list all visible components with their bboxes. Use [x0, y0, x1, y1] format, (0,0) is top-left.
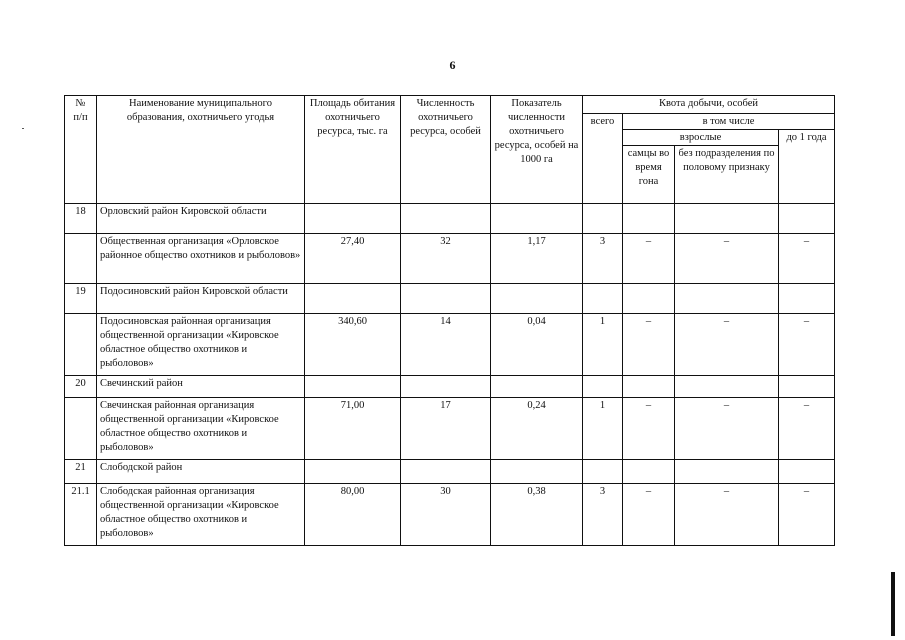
- cell-total: [583, 460, 623, 484]
- cell-num: 21: [65, 460, 97, 484]
- header-adults: взрослые: [623, 130, 779, 146]
- table-row: [65, 204, 835, 234]
- cell-population: [401, 460, 491, 484]
- header-name: Наименование муниципального образования, охотничьего угодья: [97, 96, 305, 204]
- cell-name: Подосиновская районная организация общественной организации «Кировское областное общество охотников и рыболовов»: [97, 314, 305, 376]
- cell-density: [491, 376, 583, 398]
- cell-name: Подосиновский район Кировской области: [97, 284, 305, 314]
- quota-table: [64, 95, 835, 546]
- header-population: Численность охотничьего ресурса, особей: [401, 96, 491, 204]
- cell-density: 0,24: [491, 398, 583, 460]
- cell-total: [583, 376, 623, 398]
- cell-num: 19: [65, 284, 97, 314]
- cell-under-one: –: [779, 234, 835, 284]
- cell-num: [65, 398, 97, 460]
- cell-population: 17: [401, 398, 491, 460]
- cell-density: [491, 204, 583, 234]
- cell-total: [583, 284, 623, 314]
- cell-population: [401, 204, 491, 234]
- cell-no-sex-division: [675, 284, 779, 314]
- header-including: в том числе: [623, 114, 835, 130]
- scan-edge-mark: [891, 572, 895, 636]
- cell-area: 71,00: [305, 398, 401, 460]
- table-row: [65, 284, 835, 314]
- cell-population: [401, 284, 491, 314]
- cell-num: 21.1: [65, 484, 97, 546]
- cell-area: 27,40: [305, 234, 401, 284]
- cell-under-one: –: [779, 314, 835, 376]
- cell-no-sex-division: –: [675, 314, 779, 376]
- cell-area: [305, 460, 401, 484]
- header-quota: Квота добычи, особей: [583, 96, 835, 114]
- table-row: [65, 484, 835, 546]
- cell-males-rut: –: [623, 398, 675, 460]
- cell-num: 18: [65, 204, 97, 234]
- cell-density: 0,38: [491, 484, 583, 546]
- cell-males-rut: –: [623, 484, 675, 546]
- cell-num: [65, 314, 97, 376]
- header-males-rut: самцы во время гона: [623, 146, 675, 204]
- cell-no-sex-division: [675, 460, 779, 484]
- cell-population: 32: [401, 234, 491, 284]
- cell-no-sex-division: –: [675, 398, 779, 460]
- header-total: всего: [583, 114, 623, 204]
- cell-num: 20: [65, 376, 97, 398]
- cell-no-sex-division: –: [675, 484, 779, 546]
- cell-name: Орловский район Кировской области: [97, 204, 305, 234]
- cell-males-rut: –: [623, 314, 675, 376]
- header-area: Площадь обитания охотничьего ресурса, тыс. га: [305, 96, 401, 204]
- header-no-sex-division: без подразделения по половому признаку: [675, 146, 779, 204]
- cell-no-sex-division: [675, 376, 779, 398]
- cell-population: 30: [401, 484, 491, 546]
- cell-males-rut: [623, 460, 675, 484]
- cell-area: [305, 376, 401, 398]
- cell-under-one: [779, 376, 835, 398]
- cell-no-sex-division: –: [675, 234, 779, 284]
- cell-population: [401, 376, 491, 398]
- cell-total: 1: [583, 398, 623, 460]
- cell-name: Общественная организация «Орловское районное общество охотников и рыболовов»: [97, 234, 305, 284]
- cell-name: Свечинская районная организация общественной организации «Кировское областное общество охотников и рыболовов»: [97, 398, 305, 460]
- page-number: 6: [449, 58, 456, 72]
- cell-density: [491, 284, 583, 314]
- table-row: [65, 460, 835, 484]
- cell-name: Слободская районная организация общественной организации «Кировское областное общество охотников и рыболовов»: [97, 484, 305, 546]
- cell-area: 80,00: [305, 484, 401, 546]
- cell-density: 1,17: [491, 234, 583, 284]
- cell-total: [583, 204, 623, 234]
- cell-num: [65, 234, 97, 284]
- cell-density: 0,04: [491, 314, 583, 376]
- cell-males-rut: [623, 376, 675, 398]
- cell-males-rut: [623, 204, 675, 234]
- cell-name: Свечинский район: [97, 376, 305, 398]
- cell-under-one: –: [779, 484, 835, 546]
- cell-total: 3: [583, 484, 623, 546]
- cell-area: [305, 284, 401, 314]
- header-num: № п/п: [65, 96, 97, 204]
- cell-males-rut: [623, 284, 675, 314]
- cell-population: 14: [401, 314, 491, 376]
- cell-name: Слободской район: [97, 460, 305, 484]
- cell-under-one: [779, 284, 835, 314]
- cell-density: [491, 460, 583, 484]
- cell-under-one: [779, 204, 835, 234]
- scan-speck: [22, 128, 24, 129]
- cell-no-sex-division: [675, 204, 779, 234]
- table-row: [65, 398, 835, 460]
- cell-under-one: –: [779, 398, 835, 460]
- cell-total: 3: [583, 234, 623, 284]
- header-under-one: до 1 года: [779, 130, 835, 204]
- header-density: Показатель численности охотничьего ресурса, особей на 1000 га: [491, 96, 583, 204]
- table-row: [65, 376, 835, 398]
- cell-area: 340,60: [305, 314, 401, 376]
- cell-total: 1: [583, 314, 623, 376]
- cell-under-one: [779, 460, 835, 484]
- cell-area: [305, 204, 401, 234]
- table-row: [65, 234, 835, 284]
- table-row: [65, 314, 835, 376]
- cell-males-rut: –: [623, 234, 675, 284]
